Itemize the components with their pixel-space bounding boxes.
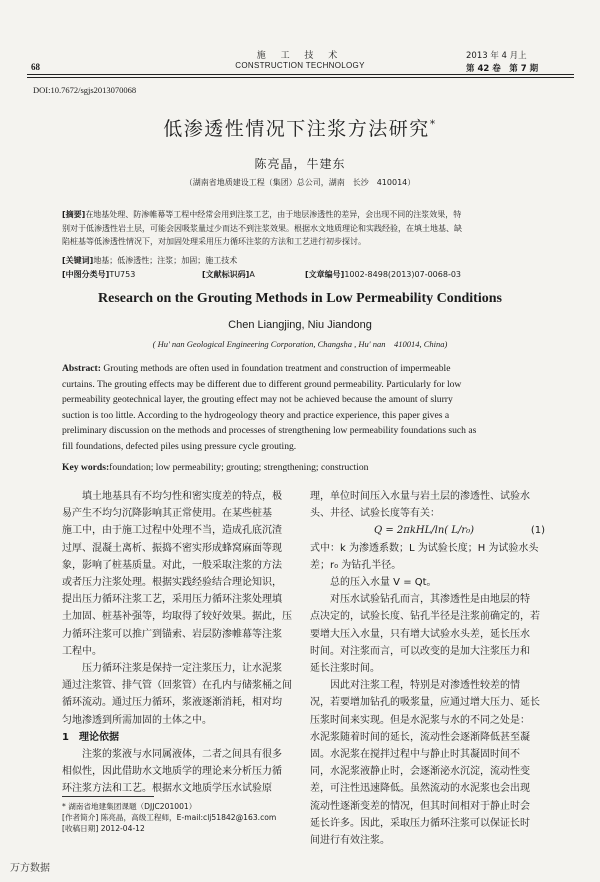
footnote-rule [62,796,154,797]
header-rule-thick [27,74,574,75]
issue-volume: 第 42 卷 第 7 期 [466,64,539,74]
clc-value: TU753 [109,270,136,279]
doi: DOI:10.7672/sgjs2013070068 [33,85,137,95]
keywords-en [62,462,368,473]
body-line: 环注浆方法和工艺。根据水文地质学压水试验原 [62,783,272,795]
page-number: 68 [31,62,40,72]
abstract-en-text: Grouting methods are often used in foundation treatment and construction of impermeable [103,363,451,374]
body-right-column [310,488,555,849]
authors-cn: 陈亮晶，牛建东 [254,157,346,171]
body-line: 对压水试验钻孔而言，其渗透性是由地层的特 [330,594,530,606]
body-line: 象，影响了桩基质量。对此，一般采取注浆的方法 [62,559,282,571]
affiliation-cn: （湖南省地质建设工程（集团）总公司，湖南 长沙 410014） [184,178,416,187]
body-line: 况，若要增加钻孔的吸浆量，应通过增大压力、延长 [310,697,540,709]
body-line: 注浆的浆液与水同属液体，二者之间具有很多 [82,749,282,761]
abstract-en-label: Abstract: [62,363,101,374]
affiliation-en: ( Hu' nan Geological Engineering Corporation, Changsha , Hu' nan 410014, China) [152,339,448,349]
body-line: 匀地渗透到所需加固的土体之中。 [62,714,212,726]
body-line: 施工中，由于施工过程中处理不当，造成孔底沉渣 [62,525,282,537]
body-line: 工程中。 [62,645,102,657]
title-cn [0,114,600,141]
abstract-en [62,361,556,455]
footnote-funding: * 湖南省地建集团课题（DJJC201001） [62,802,197,811]
header-rule-thin [27,77,574,78]
body-line: 间进行有效注浆。 [310,835,390,847]
abstract-en-line: permeability geotechnical layer, the grouting effect may not be achieved because the amount of slurry [62,394,453,406]
body-left-column [62,488,298,798]
body-line: 延长许多。因此，采取压力循环注浆可以保证长时 [310,817,530,829]
body-line: 式中：k 为渗透系数；L 为试验长度；H 为试验水头 [310,542,539,554]
abstract-en-line [62,361,556,377]
footnote-author: [作者简介] 陈亮晶，高级工程师，E-mail:clj51842@163.com [62,813,277,822]
article-no-label: [文章编号] [305,270,345,279]
body-line: 时间。对注浆而言，可以改变的是加大注浆压力和 [310,645,530,657]
keywords-en-label: Key words: [62,462,110,473]
body-line: 或者压力注浆处理。根据实践经验结合理论知识， [62,577,282,589]
body-line: 要增大压入水量，只有增大试验水头差，延长压水 [310,628,530,640]
body-line: 循环流动。通过压力循环，浆液逐渐消耗，相对均 [62,697,282,709]
section-heading: 1 理论依据 [62,731,119,743]
doc-code-value: A [249,270,255,279]
body-line: 理，单位时间压入水量与岩土层的渗透性、试验水 [310,491,530,502]
abstract-en-line: suction is too little. According to the hydrogeology theory and practice experience, this paper gives a [62,409,450,421]
body-line: 压浆时间来实现。但是水泥浆与水的不同之处是： [310,714,530,726]
title-en: Research on the Grouting Methods in Low Permeability Conditions [98,291,502,306]
body-line: 填土地基具有不均匀性和密实度差的特点，极 [82,491,282,502]
keywords-cn-text: 地基；低渗透性；注浆；加固；施工技术 [93,256,238,265]
abstract-cn [62,208,556,249]
body-line: 提出压力循环注浆工艺，采用压力循环注浆处理填 [62,594,282,606]
formula-expression: Q = 2πkHL/ln( L/r₀) [374,525,475,537]
article-no-value: 1002-8498(2013)07-0068-03 [344,270,462,279]
abstract-cn-line: 别对于低渗透性岩土层，可能会因吸浆量过少而达不到注浆效果。根据水文地质理论和实践经验，在填土地基、缺 [62,223,462,233]
body-line: 水泥浆随着时间的延长，流动性会逐渐降低甚至凝 [310,731,530,743]
body-line: 头、井径、试验长度等有关： [310,508,440,520]
title-cn-text: 低渗透性情况下注浆方法研究 [163,118,430,140]
clc-label: [中图分类号] [62,270,110,279]
body-line: 相似性，因此借助水文地质学的理论来分析压力循 [62,766,282,778]
watermark: 万方数据 [10,863,50,874]
journal-name-cn: 施 工 技 术 [256,51,344,61]
abstract-cn-label: [摘要] [62,210,86,219]
body-line: 压力循环注浆是保持一定注浆压力，让水泥浆 [82,663,282,675]
body-line: 土加固、桩基补强等，均取得了较好效果。据此，压 [62,611,292,623]
issue-date: 2013 年 4 月上 [466,51,527,61]
abstract-cn-text: 在地基处理、防渗帷幕等工程中经常会用到注浆工艺，由于地层渗透性的差异，会出现不同的注浆效果，特 [85,210,462,219]
body-line: 固。水泥浆在搅拌过程中与静止时其凝固时间不 [310,749,520,761]
body-line: 力循环注浆可以推广到锚索、岩层防渗帷幕等注浆 [62,628,282,640]
journal-name-en: CONSTRUCTION TECHNOLOGY [235,61,365,70]
body-line: 差，可注性迅速降低。虽然流动的水泥浆也会出现 [310,783,530,795]
formula [310,522,555,539]
body-line: 同，水泥浆液静止时，会逐渐泌水沉淀，流动性变 [310,766,530,778]
body-line: 总的压入水量 V = Qt。 [330,577,437,588]
body-line: 因此对注浆工程，特别是对渗透性较差的情 [330,680,520,692]
doc-code-label: [文献标识码] [202,270,250,279]
abstract-cn-line [62,208,556,222]
abstract-cn-line: 陷桩基等低渗透性情况下，对加固处理采用压力循环注浆的方法和工艺进行初步探讨。 [62,237,366,246]
body-line: 延长注浆时间。 [310,663,380,675]
body-line: 点决定的，试验长度、钻孔半径是注浆前确定的，若 [310,611,540,623]
keywords-cn-label: [关键词] [62,256,94,265]
abstract-en-line: curtains. The grouting effects may be different due to different ground permeability. Particularly for low [62,378,462,390]
keywords-en-text: foundation; low permeability; grouting; strengthening; construction [109,462,369,473]
body-line: 流动性逐渐变差的情况，但其时间相对于静止时会 [310,800,530,812]
authors-en: Chen Liangjing, Niu Jiandong [228,319,372,331]
title-footnote-mark: * [429,117,437,131]
formula-number: (1) [530,525,545,537]
keywords-cn [62,255,237,266]
body-line: 易产生不均匀沉降影响其正常使用。在某些桩基 [62,508,272,520]
abstract-en-line: preliminary discussion on the methods and processes of strengthening low permeability foundations such as [62,425,477,437]
body-line: 过厚、混凝土离析、振捣不密实形成蜂窝麻面等现 [62,542,282,554]
footnote-received: [收稿日期] 2012-04-12 [62,824,145,833]
body-line: 差；r₀ 为钻孔半径。 [310,559,402,571]
body-line: 通过注浆管、排气管（回浆管）在孔内与储浆桶之间 [62,680,292,692]
abstract-en-line: fill foundations, defected piles using pressure cycle grouting. [62,440,297,452]
